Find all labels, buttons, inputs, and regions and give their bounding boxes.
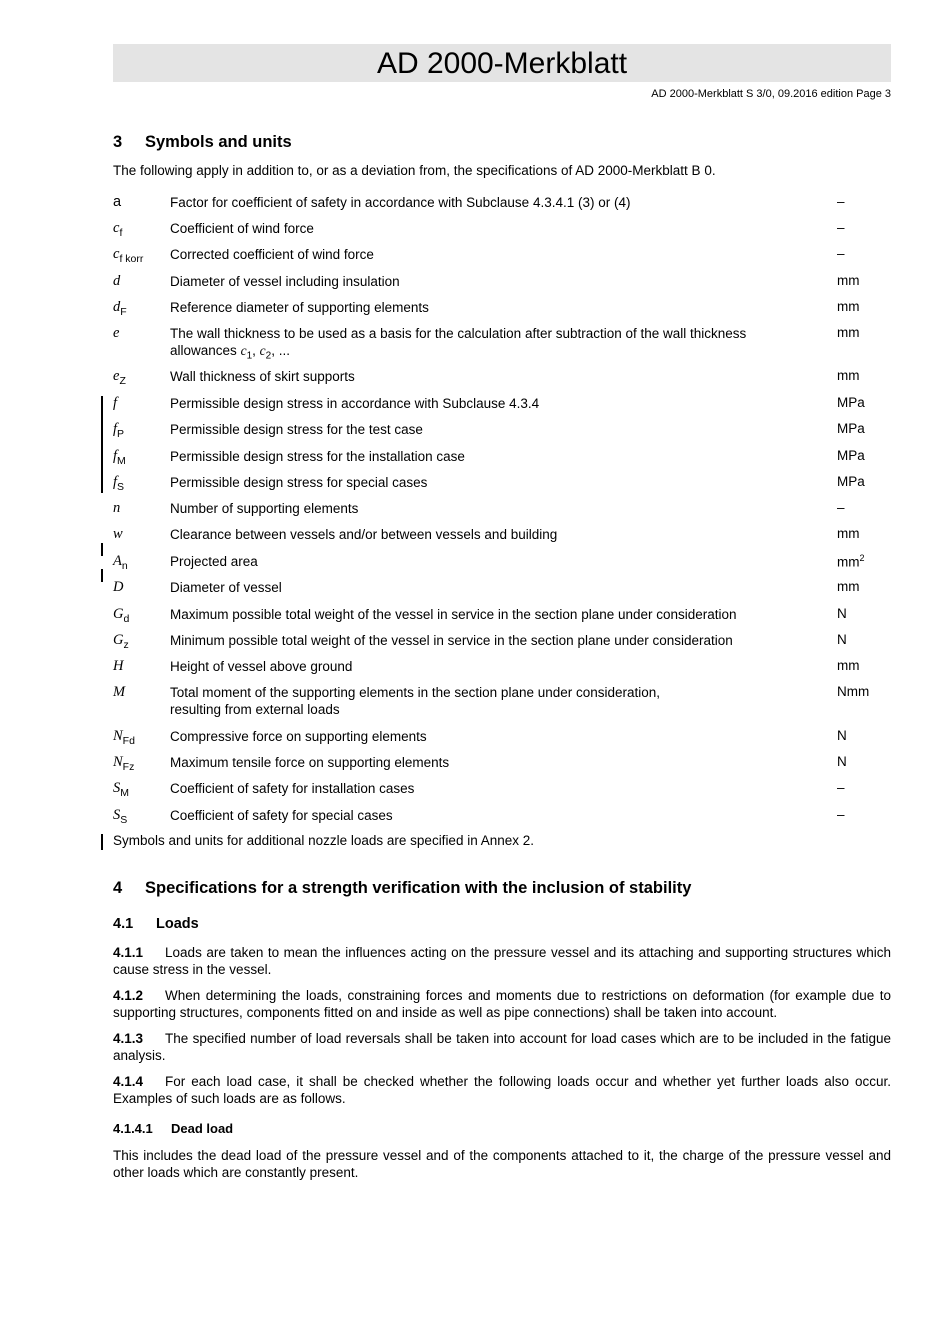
symbol-unit: – [837,780,845,795]
paragraph-number: 4.1.2 [113,988,144,1003]
symbol-unit: mm [837,368,860,383]
symbol-unit: mm [837,526,860,541]
symbol: $f_M$ [113,448,126,467]
symbol-unit: mm [837,325,860,340]
symbol: $G_z$ [113,632,129,651]
symbol-description: Projected area [170,554,258,569]
document-meta-line: AD 2000-Merkblatt S 3/0, 09.2016 edition Page 3 [651,88,891,100]
symbol: n [113,500,121,516]
symbol-unit: mm [837,658,860,673]
symbol: D [113,579,124,595]
paragraph-4-1-4 [113,1073,891,1107]
symbol-unit: N [837,754,847,769]
paragraph-text: Loads are taken to mean the influences acting on the pressure vessel and its attaching and supporting structures which cause stress in the vessel. [113,945,891,977]
symbol-unit: MPa [837,474,865,489]
symbol: $N_{Fd}$ [113,728,135,747]
symbol: w [113,526,123,542]
symbol: e [113,325,120,341]
symbol: $S_M$ [113,780,129,799]
symbol-unit: MPa [837,448,865,463]
symbol-unit: N [837,606,847,621]
symbol-description: Reference diameter of supporting elements [170,300,429,315]
symbol: $S_S$ [113,807,128,826]
symbol: d [113,273,121,289]
change-bar [101,569,103,582]
symbol: $c_f$ [113,220,123,239]
symbol-unit: – [837,246,845,261]
section-number: 3 [113,133,123,151]
symbol-description: Factor for coefficient of safety in accordance with Subclause 4.3.4.1 (3) or (4) [170,195,631,210]
paragraph-number: 4.1.1 [113,945,144,960]
symbol: $d_F$ [113,299,127,318]
paragraph-number: 4.1.4 [113,1074,144,1089]
symbol: f [113,395,118,411]
subsection-number: 4.1 [113,916,134,932]
symbol-unit: mm [837,579,860,594]
symbol: a [113,194,122,210]
symbol: $c_{f korr}$ [113,246,144,265]
subsection-title: Loads [156,916,199,932]
symbol: H [113,658,124,674]
symbol-description: Height of vessel above ground [170,659,353,674]
symbol: $e_Z$ [113,368,126,387]
symbol-unit: – [837,194,845,209]
symbol-unit: – [837,500,845,515]
symbol-description: Diameter of vessel [170,580,282,595]
symbol: $G_d$ [113,606,130,625]
symbol-description: Permissible design stress in accordance with Subclause 4.3.4 [170,396,540,411]
symbol-description: Coefficient of safety for special cases [170,808,393,823]
subsection-4-1-heading [113,916,199,932]
symbol-description: Maximum possible total weight of the vessel in service in the section plane under consideration [170,607,737,622]
symbol-description: Wall thickness of skirt supports [170,369,355,384]
symbol-description: The wall thickness to be used as a basis for the calculation after subtraction of the wall thickness allowances $c_1$, $c_2$, ... [170,326,747,362]
symbol-description: Compressive force on supporting elements [170,729,427,744]
symbol-unit: N [837,728,847,743]
symbol-unit: – [837,220,845,235]
symbol-description: Permissible design stress for the installation case [170,449,465,464]
section-3-intro: The following apply in addition to, or as a deviation from, the specifications of AD 2000-Merkblatt B 0. [113,163,716,178]
paragraph-text: The specified number of load reversals shall be taken into account for load cases which are to be included in the fatigue analysis. [113,1031,891,1063]
symbol-description: Maximum tensile force on supporting elements [170,755,450,770]
paragraph-4-1-1 [113,944,891,978]
subsubsection-number: 4.1.4.1 [113,1121,153,1136]
section-title: Symbols and units [145,133,292,151]
symbol-unit: MPa [837,421,865,436]
symbol-description: Diameter of vessel including insulation [170,274,400,289]
section-4-heading [113,879,691,898]
symbol: M [113,684,126,700]
symbol-unit: $mm^2$ [837,553,865,570]
section-3-heading [113,133,292,152]
document-banner-title: AD 2000-Merkblatt [113,44,891,82]
paragraph-number: 4.1.3 [113,1031,144,1046]
symbol-description: Coefficient of safety for installation cases [170,781,415,796]
section-3-closing: Symbols and units for additional nozzle loads are specified in Annex 2. [113,833,535,848]
subsubsection-4-1-4-1-heading [113,1121,233,1136]
symbol-unit: mm [837,299,860,314]
subsubsection-title: Dead load [171,1121,234,1136]
symbol-unit: N [837,632,847,647]
symbol-description: Permissible design stress for special cases [170,475,428,490]
symbol-description: Total moment of the supporting elements in the section plane under consideration, resulting from external loads [170,685,661,717]
symbol-unit: mm [837,273,860,288]
symbol-description: Clearance between vessels and/or between vessels and building [170,527,558,542]
symbol-description: Minimum possible total weight of the vessel in service in the section plane under consideration [170,633,733,648]
symbol-unit: – [837,807,845,822]
paragraph-4-1-3 [113,1030,891,1064]
section-title: Specifications for a strength verification with the inclusion of stability [145,879,692,897]
symbol-description: Permissible design stress for the test case [170,422,423,437]
section-number: 4 [113,879,123,897]
paragraph-text: When determining the loads, constraining forces and moments due to restrictions on deformation (for example due to supporting structures, components fitted on and inside as well as pipe connections) shall be taken into account. [113,988,891,1020]
paragraph-4-1-4-1: This includes the dead load of the pressure vessel and of the components attached to it, the charge of the pressure vessel and other loads which are constantly present. [113,1148,891,1180]
paragraph-text: For each load case, it shall be checked whether the following loads occur and whether yet further loads also occur. Examples of such loads are as follows. [113,1074,891,1106]
symbol: $A_n$ [113,553,128,572]
change-bar [101,396,103,493]
change-bar [101,543,103,556]
symbol: $f_P$ [113,421,125,440]
symbol: $f_S$ [113,474,125,493]
symbol-unit: Nmm [837,684,870,699]
symbol-description: Corrected coefficient of wind force [170,247,374,262]
symbol-unit: MPa [837,395,865,410]
paragraph-4-1-2 [113,987,891,1021]
change-bar [101,834,103,850]
symbol-description: Coefficient of wind force [170,221,314,236]
symbol-description: Number of supporting elements [170,501,359,516]
symbol: $N_{Fz}$ [113,754,135,773]
